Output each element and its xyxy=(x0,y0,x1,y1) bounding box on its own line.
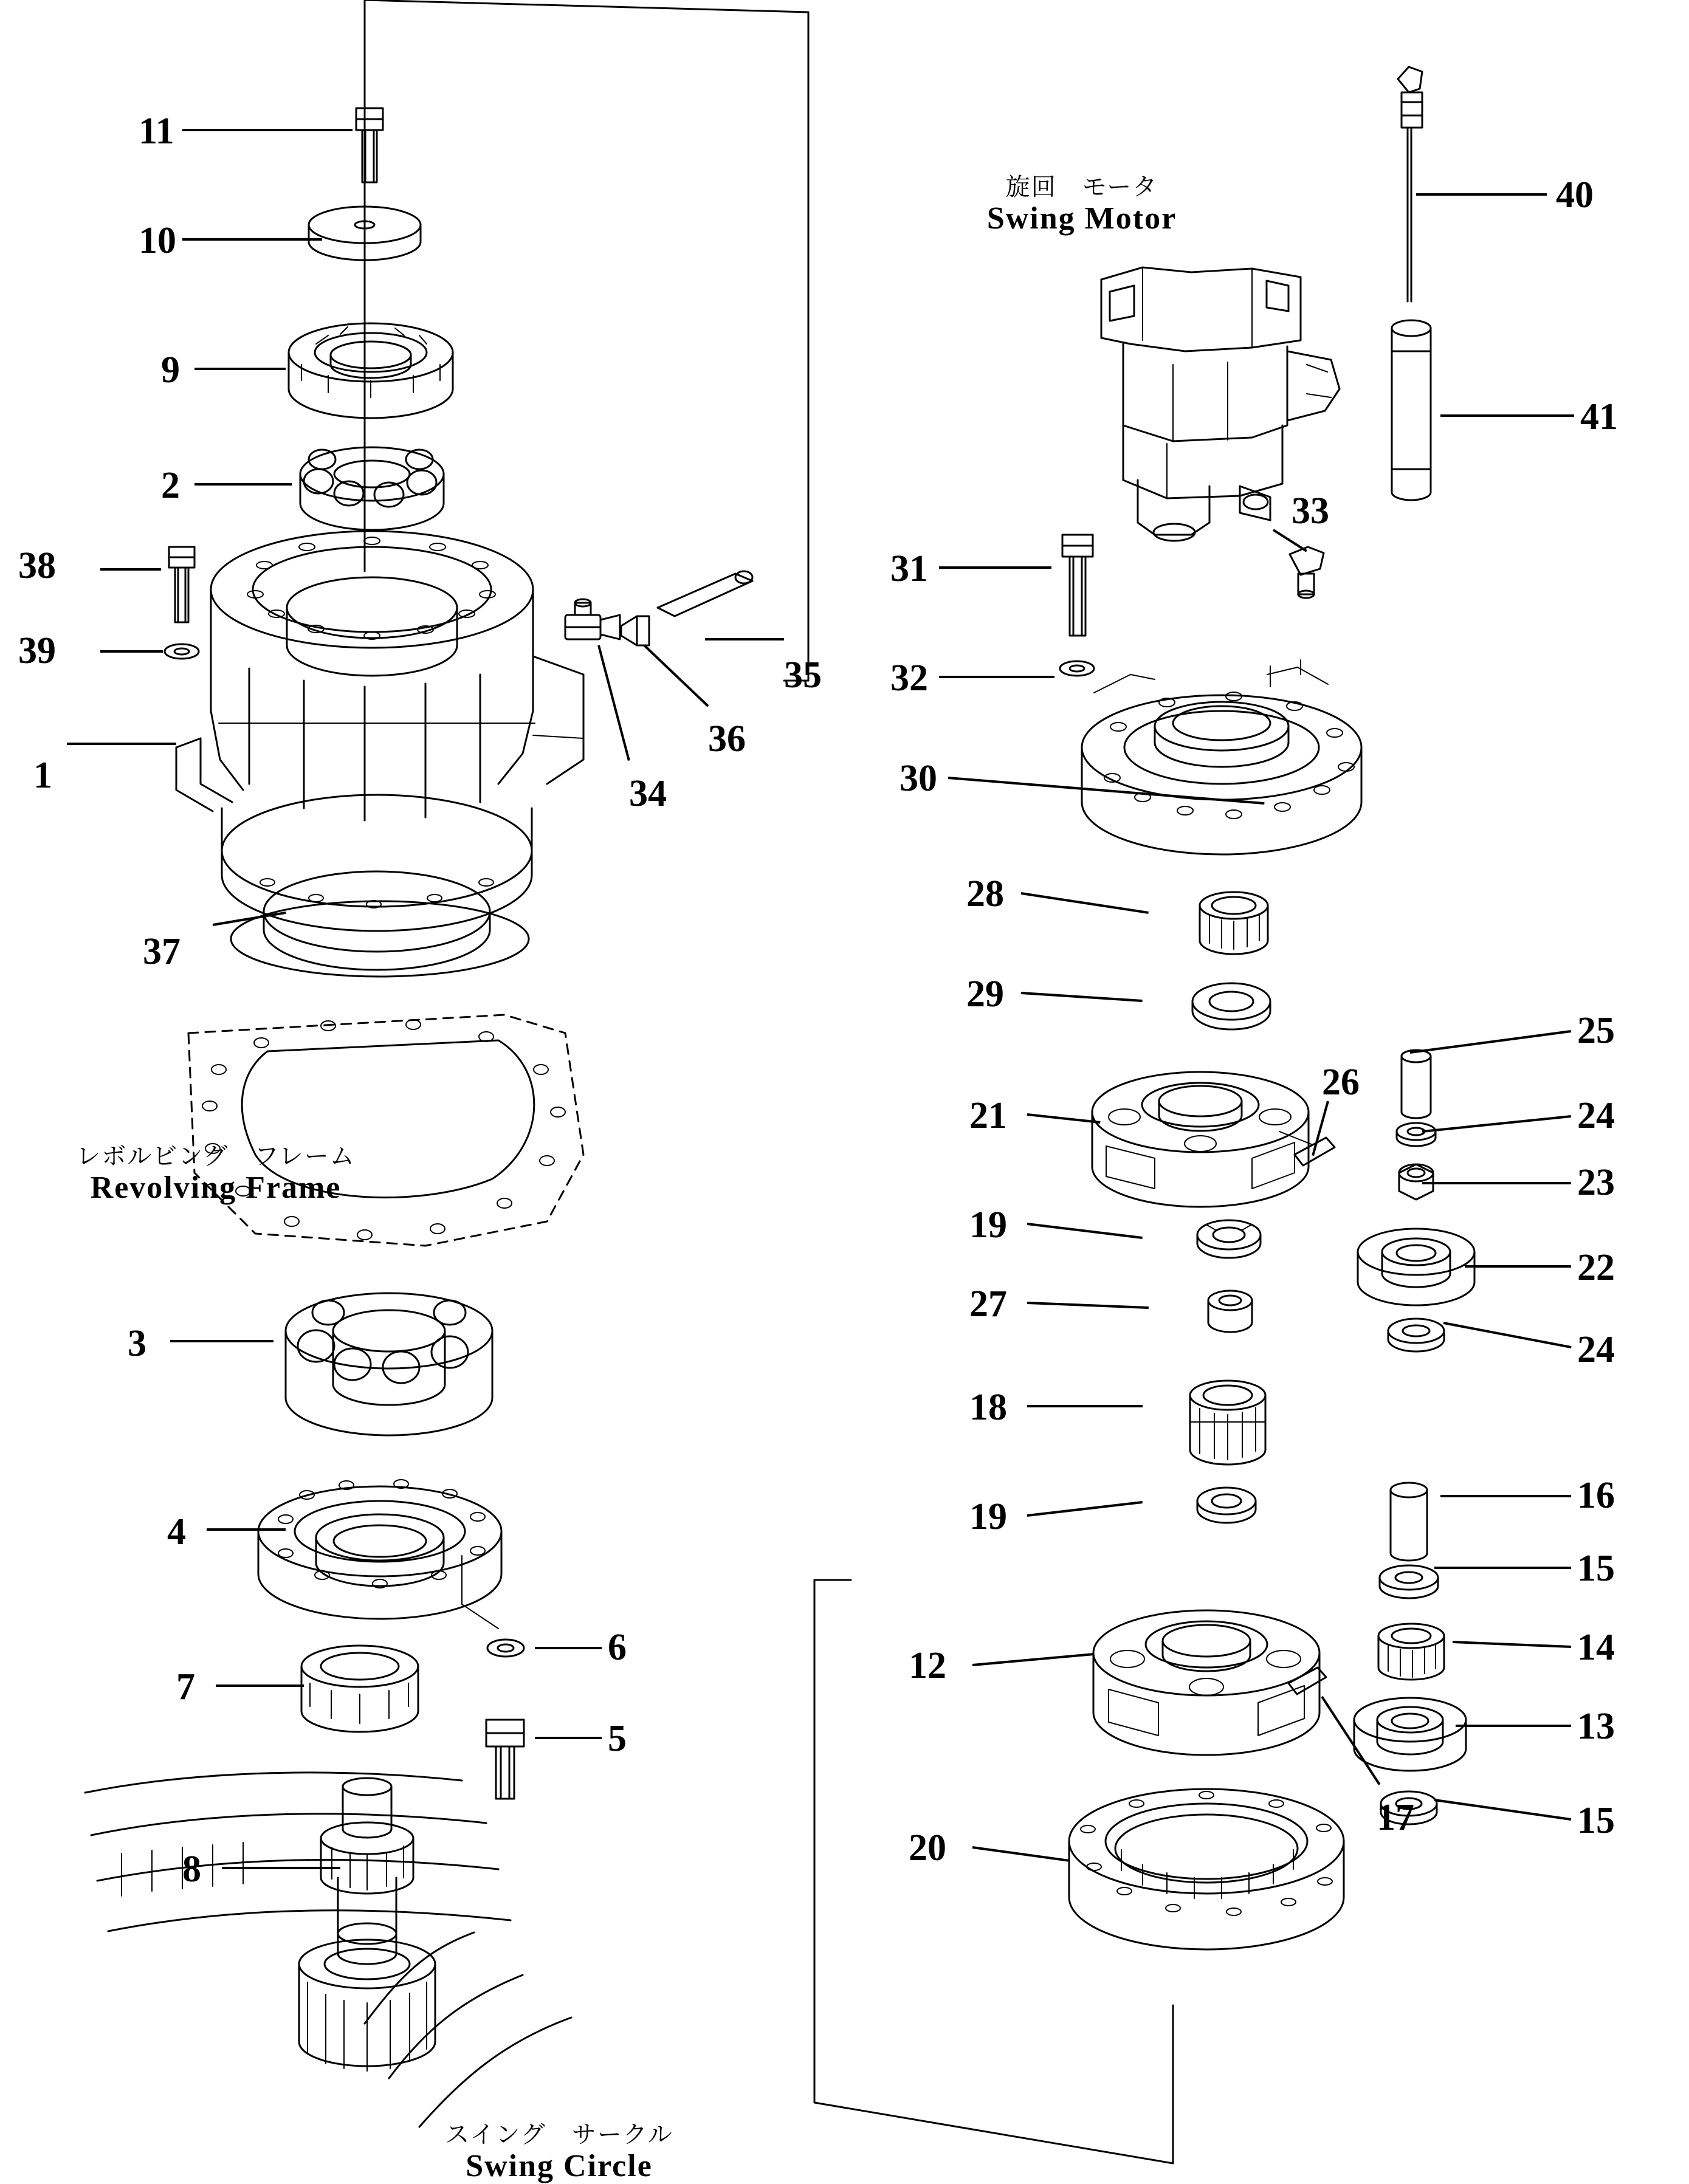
callout-number-28: 28 xyxy=(966,873,1004,915)
callout-number-20: 20 xyxy=(909,1827,946,1869)
leader-line-3 xyxy=(170,1340,273,1342)
callout-number-15: 15 xyxy=(1577,1548,1615,1589)
leader-line-13 xyxy=(1456,1725,1571,1727)
leader-line-4 xyxy=(207,1528,286,1531)
leader-line-5 xyxy=(535,1737,602,1739)
callout-number-21: 21 xyxy=(969,1095,1007,1136)
callout-number-8: 8 xyxy=(182,1849,201,1890)
caption-revolving-frame xyxy=(76,1142,356,1206)
callout-number-14: 14 xyxy=(1577,1627,1615,1668)
callout-number-23: 23 xyxy=(1577,1162,1615,1203)
callout-number-5: 5 xyxy=(608,1718,627,1759)
callout-number-7: 7 xyxy=(176,1666,195,1708)
leader-line-40 xyxy=(1416,193,1547,196)
callout-number-40: 40 xyxy=(1556,174,1594,216)
callout-number-37: 37 xyxy=(143,931,181,972)
callout-number-24: 24 xyxy=(1577,1095,1615,1136)
callout-number-32: 32 xyxy=(890,658,928,699)
callout-number-41: 41 xyxy=(1580,396,1618,438)
leader-line-32 xyxy=(939,676,1054,678)
callout-number-10: 10 xyxy=(139,220,176,261)
callout-number-12: 12 xyxy=(909,1645,946,1686)
caption-jp-swing-motor: 旋回 モータ xyxy=(1005,173,1158,201)
callout-number-30: 30 xyxy=(900,758,937,799)
caption-swing-motor xyxy=(987,173,1177,236)
caption-en-swing-motor: Swing Motor xyxy=(986,201,1177,236)
leader-line-11 xyxy=(182,129,353,131)
callout-number-29: 29 xyxy=(966,974,1004,1015)
callout-number-1: 1 xyxy=(33,755,52,796)
leader-line-8 xyxy=(222,1867,340,1869)
leader-line-16 xyxy=(1440,1495,1571,1497)
callout-number-39: 39 xyxy=(18,630,56,671)
callout-number-9: 9 xyxy=(161,349,180,391)
callout-number-31: 31 xyxy=(890,548,928,589)
callout-number-19: 19 xyxy=(969,1204,1007,1246)
leader-line-41 xyxy=(1440,414,1574,417)
leader-line-2 xyxy=(194,483,292,486)
callout-number-3: 3 xyxy=(128,1323,146,1364)
leader-line-35 xyxy=(705,638,784,640)
leader-line-1 xyxy=(67,743,176,745)
callout-number-19: 19 xyxy=(969,1496,1007,1537)
leader-line-7 xyxy=(216,1684,304,1687)
callout-number-22: 22 xyxy=(1577,1247,1615,1288)
caption-jp-revolving-frame: レボルビング フレーム xyxy=(76,1142,356,1170)
caption-swing-circle xyxy=(445,2121,673,2184)
callout-number-25: 25 xyxy=(1577,1010,1615,1051)
caption-en-swing-circle: Swing Circle xyxy=(466,2149,653,2183)
leader-line-9 xyxy=(194,368,286,370)
caption-jp-swing-circle: スイング サークル xyxy=(445,2121,673,2149)
leader-line-6 xyxy=(535,1647,602,1649)
callout-number-2: 2 xyxy=(161,465,180,506)
callout-number-4: 4 xyxy=(167,1511,186,1553)
callout-number-13: 13 xyxy=(1577,1706,1615,1747)
callout-number-24: 24 xyxy=(1577,1329,1615,1370)
leader-line-39 xyxy=(100,650,163,653)
leader-line-10 xyxy=(182,238,322,241)
callout-number-38: 38 xyxy=(18,545,56,586)
callout-number-27: 27 xyxy=(969,1283,1007,1325)
callout-number-16: 16 xyxy=(1577,1475,1615,1516)
leader-line-18 xyxy=(1027,1405,1143,1407)
caption-en-revolving-frame: Revolving Frame xyxy=(90,1170,342,1205)
leader-line-23 xyxy=(1422,1182,1571,1184)
callout-number-15: 15 xyxy=(1577,1800,1615,1841)
callout-number-34: 34 xyxy=(629,773,667,814)
leader-line-22 xyxy=(1465,1265,1571,1268)
leader-line-15 xyxy=(1434,1567,1571,1569)
callout-number-26: 26 xyxy=(1322,1062,1360,1103)
callout-number-18: 18 xyxy=(969,1387,1007,1428)
leader-line-38 xyxy=(100,568,161,571)
leader-line-31 xyxy=(939,566,1051,569)
callout-number-17: 17 xyxy=(1377,1797,1414,1838)
callout-number-33: 33 xyxy=(1292,490,1329,532)
callout-number-36: 36 xyxy=(708,718,746,760)
callout-number-6: 6 xyxy=(608,1627,627,1668)
callout-number-35: 35 xyxy=(784,654,822,696)
callout-number-11: 11 xyxy=(139,111,174,152)
